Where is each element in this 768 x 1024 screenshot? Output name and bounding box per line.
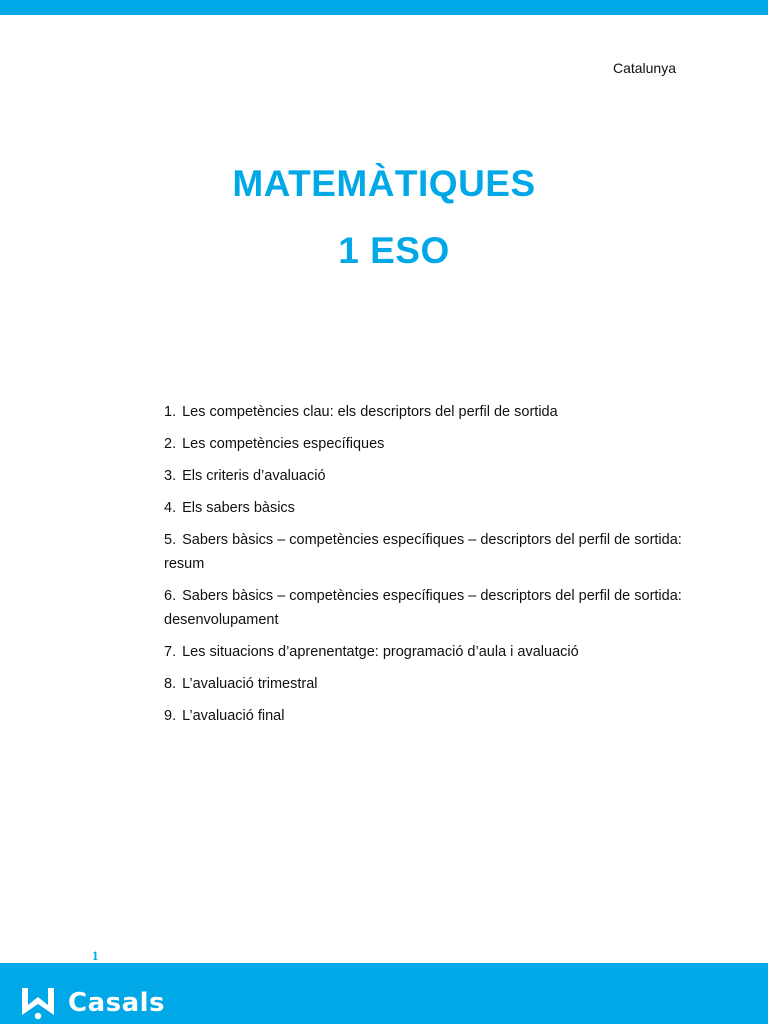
toc-item — [164, 400, 694, 424]
brand-name: Casals — [68, 988, 166, 1018]
page-subtitle: 1 ESO — [338, 230, 450, 271]
brand-logo — [20, 985, 165, 1021]
toc-item-text: Les competències específiques — [182, 436, 385, 452]
toc-item-number: 8. — [164, 676, 177, 692]
toc-item — [164, 704, 694, 728]
toc-item — [164, 584, 694, 632]
toc-item-text: Els sabers bàsics — [182, 500, 295, 516]
footer-bar — [0, 963, 768, 1024]
toc-item-text: Els criteris d’avaluació — [182, 468, 326, 484]
toc-item — [164, 432, 694, 456]
toc-item-number: 9. — [164, 708, 177, 724]
page-number: 1 — [92, 948, 99, 963]
toc-item-number: 5. — [164, 532, 177, 548]
region-label: Catalunya — [612, 60, 676, 76]
toc-item-number: 2. — [164, 436, 177, 452]
toc-item-text: Les situacions d’aprenentatge: programació d’aula i avaluació — [182, 644, 579, 660]
toc-item-number: 7. — [164, 644, 177, 660]
top-accent-bar — [0, 0, 768, 15]
toc-item — [164, 496, 694, 520]
toc-item-number: 3. — [164, 468, 177, 484]
page-title: MATEMÀTIQUES — [232, 163, 536, 204]
toc-item — [164, 464, 694, 488]
toc-item-text: Les competències clau: els descriptors del perfil de sortida — [182, 404, 558, 420]
toc-item-text: Sabers bàsics – competències específiques – descriptors del perfil de sortida: resum — [164, 532, 682, 572]
toc-item-text: L’avaluació final — [182, 708, 285, 724]
toc-item — [164, 640, 694, 664]
casals-logo-icon — [20, 985, 56, 1021]
toc-item — [164, 528, 694, 576]
toc-item — [164, 672, 694, 696]
table-of-contents — [164, 400, 694, 736]
toc-item-text: L’avaluació trimestral — [182, 676, 318, 692]
toc-item-number: 1. — [164, 404, 177, 420]
toc-item-number: 6. — [164, 588, 177, 604]
toc-item-text: Sabers bàsics – competències específiques – descriptors del perfil de sortida: desenvolupament — [164, 588, 682, 628]
toc-item-number: 4. — [164, 500, 177, 516]
